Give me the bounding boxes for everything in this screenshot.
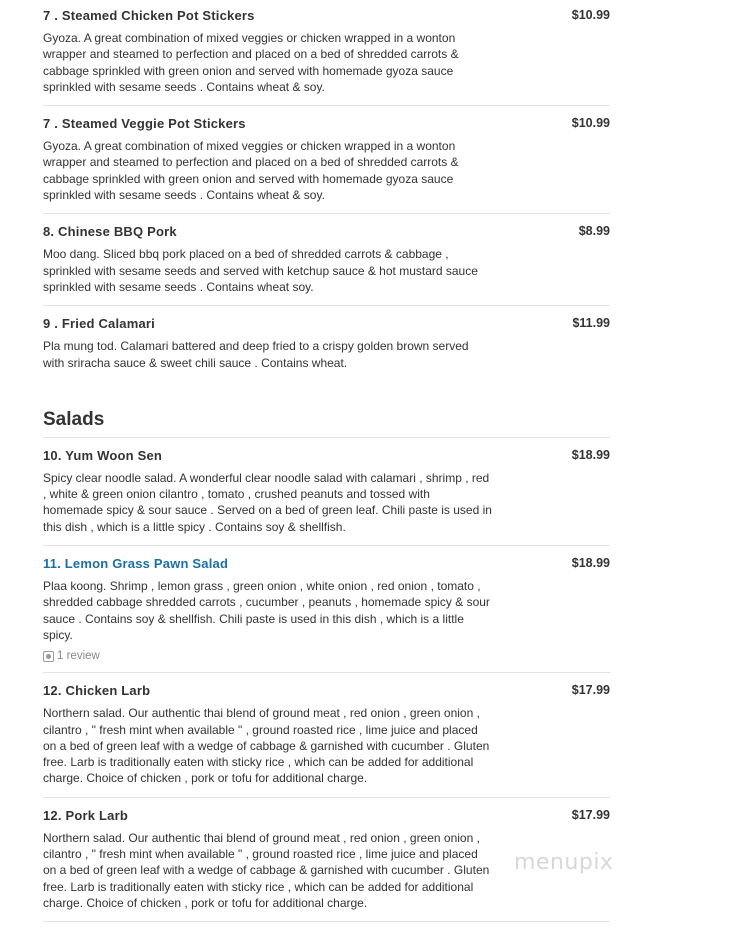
menu-item-name: 12. Chicken Larb: [43, 683, 151, 699]
menu-item-header: [43, 116, 610, 131]
menu-item: [43, 448, 610, 546]
menu-item-price: $8.99: [578, 224, 610, 239]
menu-item: [43, 556, 610, 673]
menu-item-name: 7 . Steamed Veggie Pot Stickers: [43, 116, 246, 132]
menu-item-description: Pla mung tod. Calamari battered and deep fried to a crispy golden brown served with sriracha sauce & sweet chili sauce . Contains wheat.: [43, 339, 469, 370]
menu-item-price: $17.99: [571, 683, 610, 698]
menu-item-price: $18.99: [571, 556, 610, 571]
menu-item-name: 9 . Fried Calamari: [43, 316, 155, 332]
review-count: 1 review: [57, 650, 100, 663]
menu-item: [43, 116, 610, 214]
menu-item-price: $10.99: [571, 116, 610, 131]
menu-item-description: Northern salad. Our authentic thai blend of ground meat , red onion , green onion , cilantro , " fresh mint when available " , ground roasted rice , lime juice and placed on a bed of green leaf with a wedge of cabbage & garnished with cucumber . Gluten free. Larb is traditionally eaten with sticky rice , which can be added for additional charge. Choice of chicken , pork or tofu for additional charge.: [43, 706, 490, 786]
menu-item-description: Northern salad. Our authentic thai blend of ground meat , red onion , green onion , cilantro , " fresh mint when available " , ground roasted rice , lime juice and placed on a bed of green leaf with a wedge of cabbage & garnished with cucumber . Gluten free. Larb is traditionally eaten with sticky rice , which can be added for additional charge. Choice of chicken , pork or tofu for additional charge.: [43, 830, 490, 910]
menu-item-header: [43, 683, 610, 698]
menu-item-name-link[interactable]: 11. Lemon Grass Pawn Salad: [43, 556, 229, 572]
menu-item-description: Moo dang. Sliced bbq pork placed on a bed of shredded carrots & cabbage , sprinkled with sesame seeds and served with ketchup sauce & hot mustard sauce sprinkled with sesame seeds . Contains wheat soy.: [43, 247, 478, 294]
menu-item-name: 7 . Steamed Chicken Pot Stickers: [43, 8, 255, 23]
menu-item-description: Gyoza. A great combination of mixed veggies or chicken wrapped in a wonton wrapper and steamed to perfection and placed on a bed of shredded carrots & cabbage sprinkled with green onion and served with homemade gyoza sauce sprinkled with sesame seeds . Contains wheat & soy.: [43, 139, 459, 203]
menu-item: [43, 8, 610, 106]
menu-item: [43, 683, 610, 797]
menu-item-name: 10. Yum Woon Sen: [43, 447, 163, 463]
menu-item-price: $18.99: [571, 447, 610, 462]
review-icon: [43, 651, 54, 662]
menu-item-description: Plaa koong. Shrimp , lemon grass , green onion , white onion , red onion , tomato , shredded cabbage shredded carrots , cucumber , peanuts , homemade spicy & sour sauce . Contains soy & shellfish. Chili paste is used in this dish , which is a little spicy.: [43, 579, 490, 642]
menu-item-description: Gyoza. A great combination of mixed veggies or chicken wrapped in a wonton wrapper and steamed to perfection and placed on a bed of shredded carrots & cabbage sprinkled with green onion and served with homemade gyoza sauce sprinkled with sesame seeds . Contains wheat & soy.: [43, 31, 459, 94]
menu-item-header: [43, 556, 610, 571]
menu-item-header: [43, 448, 610, 463]
menu-item-price: $11.99: [572, 316, 610, 331]
menu-item-price: $10.99: [571, 8, 610, 22]
section-title-salads: Salads: [43, 409, 610, 438]
menu-item-header: [43, 316, 610, 331]
menu-item: [43, 316, 610, 381]
menu-item-description: Spicy clear noodle salad. A wonderful clear noodle salad with calamari , shrimp , red , white & green onion cilantro , tomato , crushed peanuts and tossed with homemade spicy & sour sauce . Served on a bed of green leaf. Chili paste is used in this dish , which is a little spicy . Contains soy & shellfish.: [43, 470, 492, 534]
menu-item-header: [43, 808, 610, 823]
watermark-logo: menupix: [514, 850, 614, 875]
menu-item-price: $17.99: [571, 807, 610, 822]
menu-item-header: [43, 8, 610, 23]
menu-item-header: [43, 224, 610, 239]
review-link[interactable]: [43, 650, 610, 662]
menu-item-name: 12. Pork Larb: [43, 807, 128, 823]
menu-item-name: 8. Chinese BBQ Pork: [43, 224, 177, 240]
menu-item: [43, 224, 610, 306]
menu-list: [43, 0, 610, 932]
